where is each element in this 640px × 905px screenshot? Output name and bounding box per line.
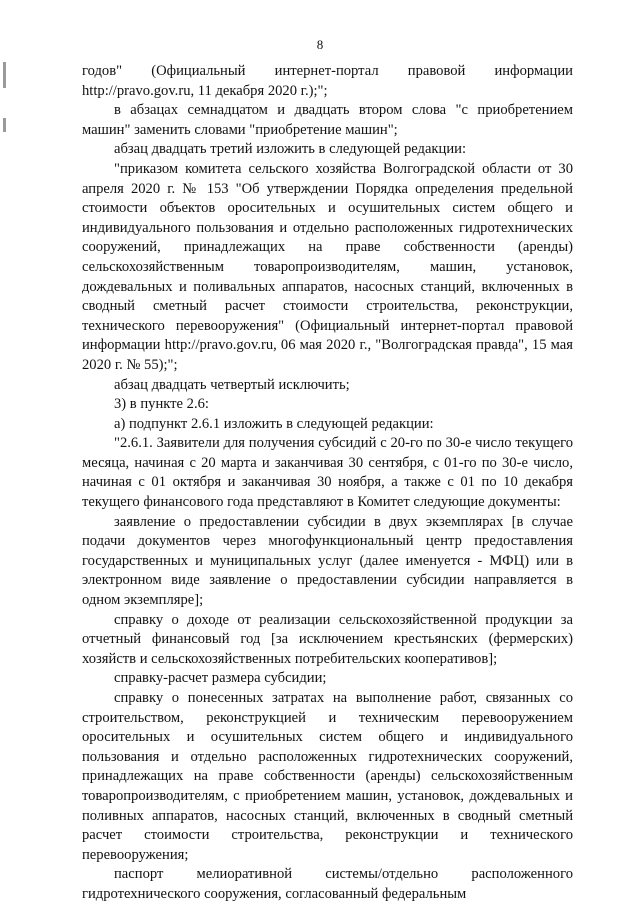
- paragraph: 3) в пункте 2.6:: [114, 396, 209, 413]
- paragraph: справку о понесенных затратах на выполнение работ, связанных со строительством, реконструкцией и техническим перевооружением оросительных и осушительных систем общего и индивидуального пользования и отдельно расположенных гидротехнических сооружений, принадлежащих на праве собственности (аренды) сельскохозяйственным товаропроизводителям, с приобретением машин, установок, дождевальных и поливных аппаратов, насосных станций, включенных в сводный сметный расчет стоимости строительства, реконструкции и технического перевооружения;: [82, 690, 573, 863]
- paragraph: паспорт мелиоративной системы/отдельно расположенного гидротехнического сооружения, согласованный федеральным: [82, 866, 573, 902]
- paragraph: заявление о предоставлении субсидии в двух экземплярах [в случае подачи документов через многофункциональный центр предоставления государственных и муниципальных услуг (далее именуется - МФЦ) или в электронном виде заявление о предоставлении субсидии направляется в одном экземпляре];: [82, 513, 573, 609]
- paragraph: "приказом комитета сельского хозяйства Волгоградской области от 30 апреля 2020 г. № 153 "Об утверждении Порядка определения предельной стоимости объектов оросительных и осушительных систем общего и индивидуального пользования и отдельно расположенных гидротехнических сооружений, принадлежащих на праве собственности (аренды) сельскохозяйственным товаропроизводителям, машин, установок, дождевальных и поливальных аппаратов, насосных станций, включенных в сводный сметный расчет стоимости строительства, реконструкции, технического перевооружения" (Официальный интернет-портал правовой информации http://pravo.gov.ru, 06 мая 2020 г., "Волгоградская правда", 15 мая 2020 г. № 55);";: [82, 160, 573, 373]
- scan-edge-mark: [3, 62, 6, 88]
- paragraph: абзац двадцать третий изложить в следующей редакции:: [114, 141, 467, 158]
- paragraph: абзац двадцать четвертый исключить;: [114, 376, 350, 393]
- paragraph: в абзацах семнадцатом и двадцать втором слова "с приобретением машин" заменить словами "приобретение машин";: [82, 102, 573, 138]
- paragraph: справку-расчет размера субсидии;: [114, 670, 327, 687]
- paragraph: "2.6.1. Заявители для получения субсидий с 20-го по 30-е число текущего месяца, начиная с 20 марта и заканчивая 30 сентября, с 01-го по 30-е число, начиная с 01 октября и заканчивая 30 ноября, а также с 01 по 10 декабря текущего финансового года представляют в Комитет следующие документы:: [82, 435, 573, 511]
- page-number: 8: [316, 37, 324, 52]
- document-body: [82, 62, 573, 905]
- paragraph: годов" (Официальный интернет-портал правовой информации http://pravo.gov.ru, 11 декабря 2020 г.);";: [82, 63, 573, 99]
- paragraph: справку о доходе от реализации сельскохозяйственной продукции за отчетный финансовый год [за исключением крестьянских (фермерских) хозяйств и сельскохозяйственных потребительских кооперативов];: [82, 611, 573, 667]
- paragraph: а) подпункт 2.6.1 изложить в следующей редакции:: [114, 415, 434, 432]
- scan-edge-mark: [3, 118, 6, 132]
